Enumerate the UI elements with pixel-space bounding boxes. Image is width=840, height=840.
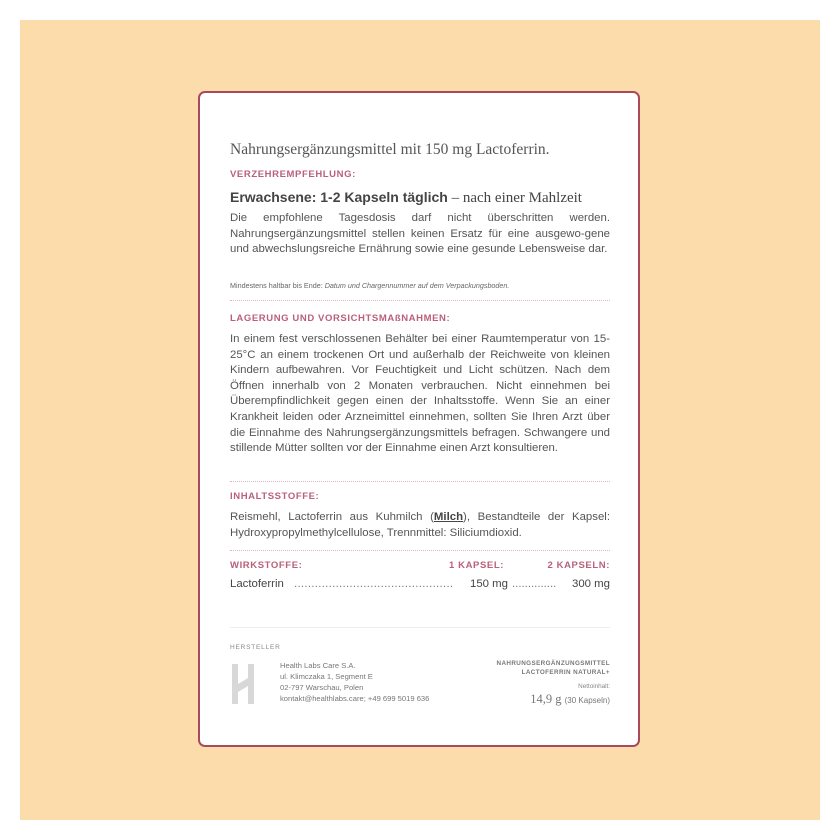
city: 02-797 Warschau, Polen	[280, 683, 364, 692]
value-1-kapsel: 150 mg	[470, 578, 508, 590]
net-content-label: Nettoinhalt:	[578, 683, 610, 690]
product-category: NAHRUNGSERGÄNZUNGSMITTEL	[496, 660, 610, 667]
wirkstoffe-header	[230, 560, 610, 574]
inhalt-text-after: ), Bestandteile der Kapsel: Hydroxypropylmethylcellulose, Trennmittel: Siliciumdioxid.	[230, 511, 610, 539]
product-info	[497, 660, 611, 707]
street: ul. Klimczaka 1, Segment E	[280, 672, 373, 681]
heading-lagerung: LAGERUNG UND VORSICHTSMAßNAHMEN:	[230, 313, 451, 324]
leader-dots: ..............	[512, 578, 557, 590]
value-2-kapseln: 300 mg	[572, 578, 610, 590]
weight-value: 14,9 g	[530, 692, 562, 706]
dose-rest: – nach einer Mahlzeit	[447, 190, 582, 206]
best-before-label: Mindestens haltbar bis Ende:	[230, 281, 325, 290]
capsule-count: (30 Kapseln)	[564, 696, 610, 705]
inhalt-text-before: Reismehl, Lactoferrin aus Kuhmilch (	[230, 511, 434, 523]
dose-bold: Erwachsene: 1-2 Kapseln täglich	[230, 189, 448, 205]
best-before-note	[230, 281, 509, 290]
intro-line: Nahrungsergänzungsmittel mit 150 mg Lactoferrin.	[230, 141, 550, 158]
leader-dots: ..............................................	[294, 578, 454, 590]
product-name: LACTOFERRIN NATURAL+	[521, 668, 610, 676]
manufacturer-label: HERSTELLER	[230, 644, 281, 651]
net-weight	[497, 692, 611, 707]
divider	[230, 550, 610, 551]
heading-verzehrempfehlung: VERZEHREMPFEHLUNG:	[230, 169, 356, 180]
manufacturer-address	[280, 660, 429, 704]
column-2-kapseln: 2 KAPSELN:	[547, 560, 610, 571]
heading-wirkstoffe: WIRKSTOFFE:	[230, 560, 303, 571]
heading-inhaltsstoffe: INHALTSSTOFFE:	[230, 491, 320, 502]
healthlabs-logo-icon	[232, 664, 254, 704]
divider	[230, 300, 610, 301]
divider	[230, 627, 610, 628]
best-before-value: Datum und Chargennummer auf dem Verpackungsboden.	[324, 281, 510, 290]
product-label-card	[198, 91, 640, 747]
inhalt-text	[230, 510, 610, 541]
company-name: Health Labs Care S.A.	[280, 661, 356, 670]
verzehr-text: Die empfohlene Tagesdosis darf nicht überschritten werden. Nahrungsergänzungsmittel stellen keinen Ersatz für eine ausgewo-gene und abwechslungsreiche Ernährung sowie eine gesunde Lebensweise dar.	[230, 212, 610, 256]
contact: kontakt@healthlabs.care; +49 699 5019 636	[280, 694, 430, 703]
allergen-milch: Milch	[433, 511, 464, 523]
lagerung-text: In einem fest verschlossenen Behälter bei einer Raumtemperatur von 15-25°C an einem trockenen Ort und außerhalb der Reichweite von kleinen Kindern aufbewahren. Vor Feuchtigkeit und Licht schützen. Nach dem Öffnen innerhalb von 2 Monaten verbrauchen. Nicht einnehmen bei Überempfindlichkeit gegen einen der Inhaltsstoffe. Wenn Sie an einer Krankheit leiden oder Arzneimittel einnehmen, sollten Sie Ihren Arzt über die Einnahme des Nahrungsergänzungsmittels befragen. Schwangere und stillende Mütter sollten vor der Einnahme einen Arzt konsultieren.	[230, 333, 610, 455]
dose-line	[230, 189, 582, 207]
column-1-kapsel: 1 KAPSEL:	[449, 560, 505, 571]
divider	[230, 481, 610, 482]
ingredient-name: Lactoferrin	[230, 578, 284, 590]
